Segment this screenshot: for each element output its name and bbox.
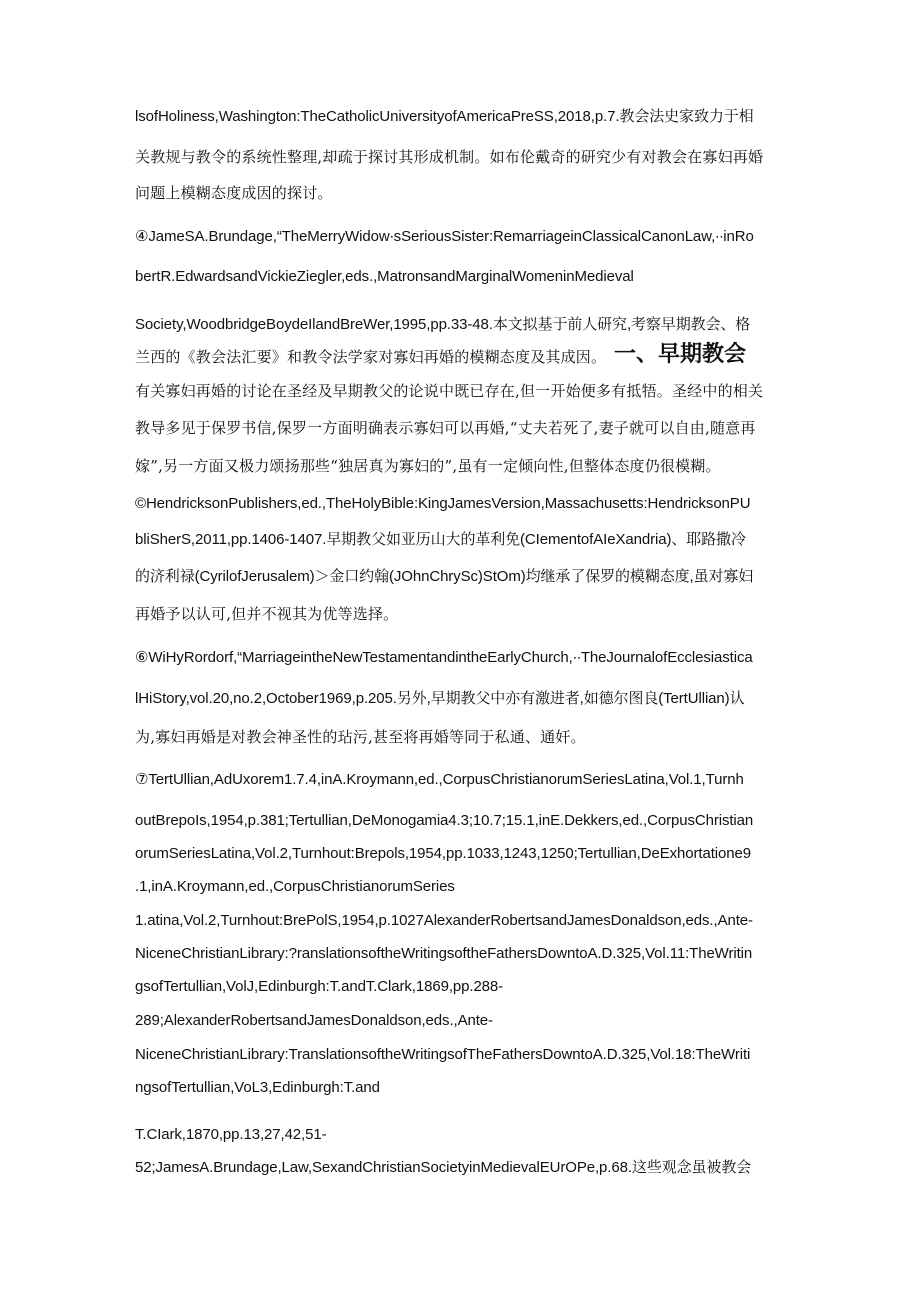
footnote-7-line-12: 52;JamesA.Brundage,Law,SexandChristianSocietyinMedievalEUrOPe,p.68.这些观念虽被教会: [135, 1159, 752, 1176]
footnote-4-line-2: bertR.EdwardsandVickieZiegler,eds.,MatronsandMarginalWomeninMedieval: [135, 268, 634, 285]
footnote-4-line-1: ④JameSA.Brundage,“TheMerryWidow∙sSeriousSister:RemarriageinClassicalCanonLaw,∙∙inRo: [135, 228, 754, 245]
footnote-7-line-11: T.CIark,1870,pp.13,27,42,51-: [135, 1126, 327, 1143]
footnote-7-line-6: NiceneChristianLibrary:?ranslationsoftheWritingsoftheFathersDowntoA.D.325,Vol.11:TheWritin: [135, 945, 753, 962]
text-line-1: lsofHoliness,Washington:TheCatholicUniversityofAmericaPreSS,2018,p.7.教会法史家致力于相: [135, 108, 754, 125]
footnote-7-line-7: gsofTertullian,VolJ,Edinburgh:T.andT.Clark,1869,pp.288-: [135, 978, 504, 995]
text-line-14: 再婚予以认可,但并不视其为优等选择。: [135, 605, 399, 623]
footnote-7-line-3: orumSeriesLatina,Vol.2,Turnhout:Brepols,1954,pp.1033,1243,1250;Tertullian,DeExhortatione9: [135, 845, 751, 862]
section-heading: 一、早期教会: [614, 342, 747, 367]
footnote-5-line-3: 的济利禄(CyrilofJerusalem)＞金口约翰(JOhnChrySc)StOm)均继承了保罗的模糊态度,虽对寡妇: [135, 568, 754, 585]
text-line-2: 关教规与教令的系统性整理,却疏于探讨其形成机制。如布伦戴奇的研究少有对教会在寡妇再婚: [135, 148, 764, 166]
footnote-7-line-2: outBrepoIs,1954,p.381;Tertullian,DeMonogamia4.3;10.7;15.1,inE.Dekkers,ed.,CorpusChristian: [135, 812, 754, 829]
footnote-5-line-2: bliSherS,2011,pp.1406-1407.早期教父如亚历山大的革利免(CIementofAIeXandria)、耶路撒冷: [135, 531, 746, 548]
text-line-10: 嫁”,另一方面又极力颂扬那些“独居真为寡妇的”,虽有一定倾向性,但整体态度仍很模糊。: [135, 457, 721, 475]
text-line-9: 教导多见于保罗书信,保罗一方面明确表示寡妇可以再婚,“丈夫若死了,妻子就可以自由,随意再: [135, 419, 756, 437]
text-line-7: 兰西的《教会法汇要》和教令法学家对寡妇再婚的模糊态度及其成因。: [135, 348, 607, 366]
text-line-8: 有关寡妇再婚的讨论在圣经及早期教父的论说中既已存在,但一开始便多有抵牾。圣经中的相关: [135, 382, 764, 400]
text-line-3: 问题上模糊态度成因的探讨。: [135, 184, 333, 202]
footnote-7-line-9: NiceneChristianLibrary:TranslationsoftheWritingsofTheFathersDowntoA.D.325,Vol.18:TheWriti: [135, 1046, 751, 1063]
footnote-7-line-5: 1.atina,Vol.2,Turnhout:BrePolS,1954,p.1027AlexanderRobertsandJamesDonaldson,eds.,Ante-: [135, 912, 753, 929]
footnote-6-line-2: lHiStory,vol.20,no.2,October1969,p.205.另外,早期教父中亦有激进者,如德尔图良(TertUllian)认: [135, 690, 745, 707]
footnote-7-line-4: .1,inA.Kroymann,ed.,CorpusChristianorumSeries: [135, 878, 455, 895]
footnote-7-line-10: ngsofTertullian,VoL3,Edinburgh:T.and: [135, 1079, 380, 1096]
footnote-7-line-1: ⑦TertUllian,AdUxorem1.7.4,inA.Kroymann,ed.,CorpusChristianorumSeriesLatina,Vol.1,Turnh: [135, 771, 744, 788]
footnote-5-line-1: ©HendricksonPublishers,ed.,TheHolyBible:KingJamesVersion,Massachusetts:HendricksonPU: [135, 495, 751, 512]
footnote-7-line-8: 289;AlexanderRobertsandJamesDonaldson,eds.,Ante-: [135, 1012, 493, 1029]
footnote-4-line-3: Society,WoodbridgeBoydeIlandBreWer,1995,pp.33-48.本文拟基于前人研究,考察早期教会、格: [135, 316, 751, 333]
text-line-17: 为,寡妇再婚是对教会神圣性的玷污,甚至将再婚等同于私通、通奸。: [135, 728, 586, 746]
footnote-6-line-1: ⑥WiHyRordorf,“MarriageintheNewTestamentandintheEarlyChurch,∙∙TheJournalofEcclesiastica: [135, 649, 753, 666]
